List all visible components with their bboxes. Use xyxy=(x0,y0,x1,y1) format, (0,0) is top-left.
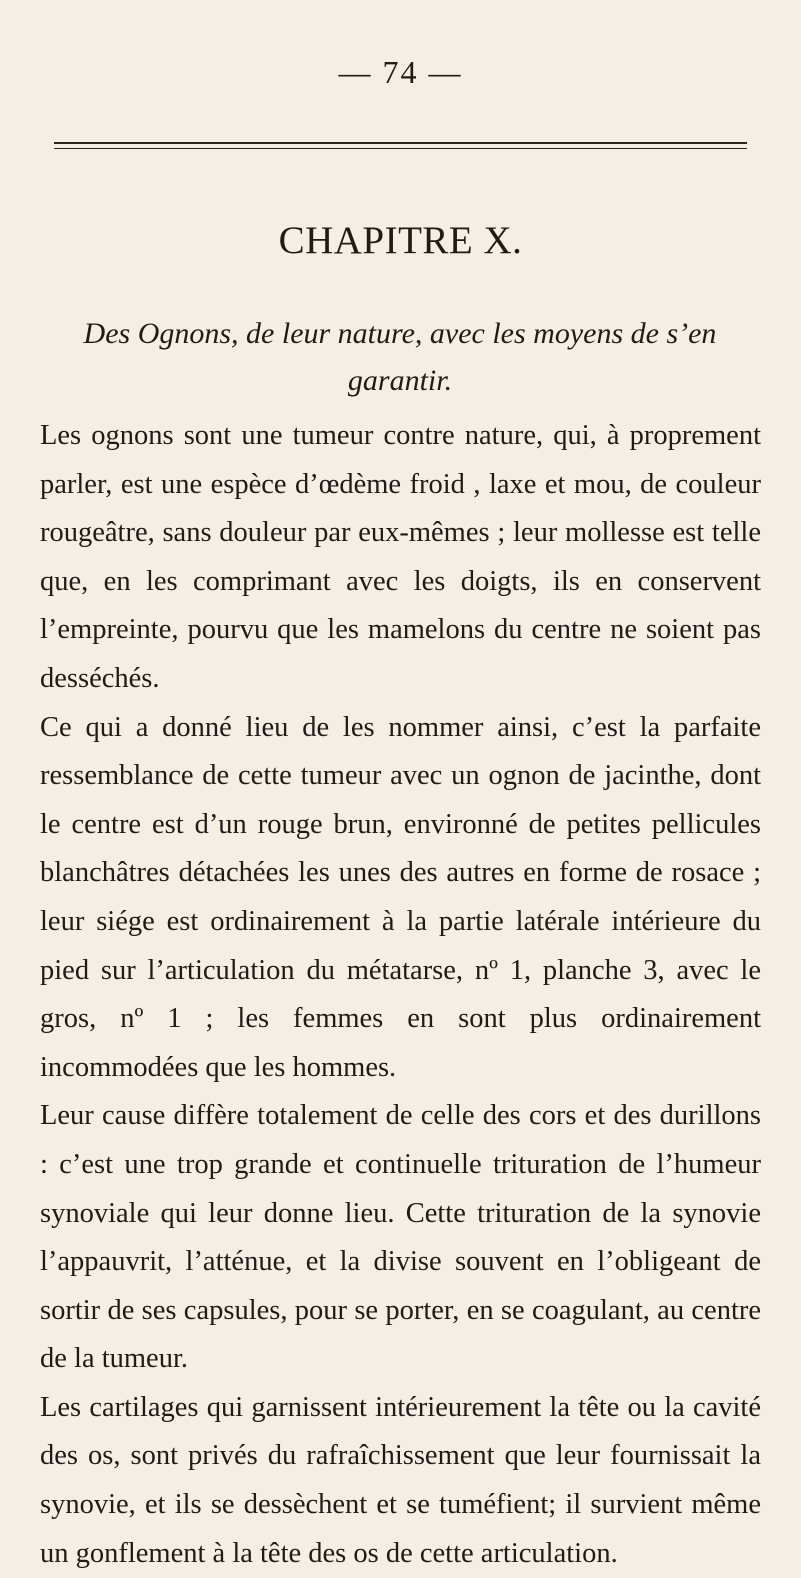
paragraph: Ce qui a donné lieu de les nommer ainsi, c’est la parfaite ressemblance de cette tumeur avec un ognon de jacinthe, dont le centre est d’un rouge brun, environné de petites pellicules blanchâtres détachées les unes des autres en forme de rosace ; leur siége est ordinairement à la partie latérale intérieure du pied sur l’articulation du métatarse, nº 1, planche 3, avec le gros, nº 1 ; les femmes en sont plus ordinairement incommodées que les hommes. xyxy=(40,711,761,1083)
header-rule-thin xyxy=(54,148,747,149)
paragraph: Les cartilages qui garnissent intérieurement la tête ou la cavité des os, sont privés du rafraîchissement que leur fournissait la synovie, et ils se dessèchent et se tuméfient; il survient même un gonflement à la tête des os de cette articulation. xyxy=(40,1391,761,1569)
paragraph: Leur cause diffère totalement de celle des cors et des durillons : c’est une trop grande et continuelle trituration de l’humeur synoviale qui leur donne lieu. Cette trituration de la synovie l’appauvrit, l’atténue, et la divise souvent en l’obligeant de sortir de ses capsules, pour se porter, en se coagulant, au centre de la tumeur. xyxy=(40,1100,761,1375)
page-number: — 74 — xyxy=(338,54,463,90)
chapter-subtitle: Des Ognons, de leur nature, avec les moyens de s’en garantir. xyxy=(83,317,717,397)
header-rule xyxy=(54,142,747,144)
chapter-title: CHAPITRE X. xyxy=(278,219,523,262)
paragraph: Les ognons sont une tumeur contre nature, qui, à proprement parler, est une espèce d’œdème froid , laxe et mou, de couleur rougeâtre, sans douleur par eux-mêmes ; leur mollesse est telle que, en les comprimant avec les doigts, ils en conservent l’empreinte, pourvu que les mamelons du centre ne soient pas desséchés. xyxy=(40,420,761,694)
body-text xyxy=(40,412,761,1578)
